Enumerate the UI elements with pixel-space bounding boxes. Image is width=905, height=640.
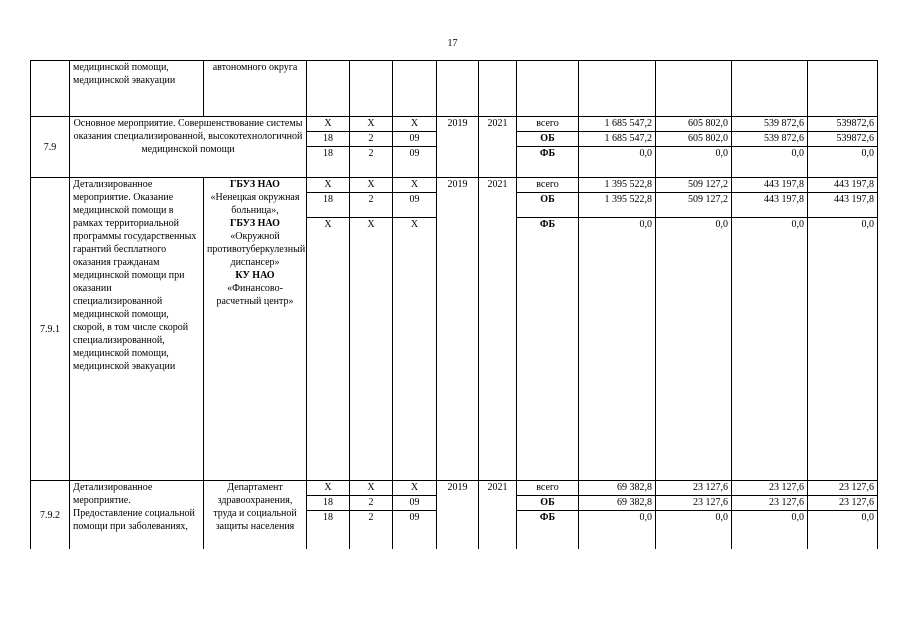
amount-2020: 539 872,6 xyxy=(732,117,808,132)
amount-total: 1 685 547,2 xyxy=(579,132,656,147)
amount-2021: 539872,6 xyxy=(808,132,878,147)
amount-total: 1 395 522,8 xyxy=(579,178,656,193)
row-number: 7.9 xyxy=(31,117,70,178)
source-cell: всего xyxy=(517,178,579,193)
code-cell: Х xyxy=(393,218,437,481)
code-cell: 09 xyxy=(393,511,437,550)
code-cell: 09 xyxy=(393,496,437,511)
code-cell: 18 xyxy=(307,132,350,147)
amount-total: 0,0 xyxy=(579,218,656,481)
code-cell: 2 xyxy=(350,511,393,550)
fragment-description: медицинской помощи, медицинской эвакуации xyxy=(70,61,204,117)
amount-2020: 0,0 xyxy=(732,218,808,481)
code-cell: Х xyxy=(350,218,393,481)
empty-cell xyxy=(517,61,579,117)
code-cell: Х xyxy=(393,481,437,496)
year-start: 2019 xyxy=(437,178,479,481)
amount-2021: 0,0 xyxy=(808,147,878,178)
amount-total: 69 382,8 xyxy=(579,481,656,496)
code-cell: Х xyxy=(307,218,350,481)
code-cell: 18 xyxy=(307,193,350,218)
code-cell: Х xyxy=(350,178,393,193)
amount-2021: 539872,6 xyxy=(808,117,878,132)
source-cell: ФБ xyxy=(517,218,579,481)
amount-2019: 0,0 xyxy=(656,511,732,550)
amount-total: 0,0 xyxy=(579,511,656,550)
amount-2019: 605 802,0 xyxy=(656,132,732,147)
amount-total: 1 685 547,2 xyxy=(579,117,656,132)
executor-line: ГБУЗ НАО xyxy=(230,218,280,229)
code-cell: Х xyxy=(350,481,393,496)
year-end: 2021 xyxy=(479,178,517,481)
amount-2021: 23 127,6 xyxy=(808,481,878,496)
table-row xyxy=(31,178,878,193)
source-cell: ОБ xyxy=(517,132,579,147)
source-cell: ОБ xyxy=(517,193,579,218)
source-cell: ФБ xyxy=(517,511,579,550)
empty-cell xyxy=(808,61,878,117)
code-cell: Х xyxy=(393,117,437,132)
year-start: 2019 xyxy=(437,117,479,178)
row-executor xyxy=(204,178,307,481)
executor-line: ГБУЗ НАО xyxy=(230,179,280,190)
row-number: 7.9.2 xyxy=(31,481,70,550)
code-cell: 09 xyxy=(393,193,437,218)
amount-2019: 23 127,6 xyxy=(656,481,732,496)
amount-2020: 23 127,6 xyxy=(732,496,808,511)
amount-2021: 23 127,6 xyxy=(808,496,878,511)
table-row xyxy=(31,481,878,496)
amount-total: 0,0 xyxy=(579,147,656,178)
source-cell: всего xyxy=(517,481,579,496)
code-cell: Х xyxy=(393,178,437,193)
empty-cell xyxy=(307,61,350,117)
row-description: Детализированное мероприятие. Оказание медицинской помощи в рамках территориальной программы государственных гарантий бесплатного оказания гражданам медицинской помощи при оказании специализированной медицинской помощи, скорой, в том числе скорой специализированной, медицинской помощи, медицинской эвакуации xyxy=(70,178,204,481)
empty-cell xyxy=(656,61,732,117)
code-cell: 2 xyxy=(350,193,393,218)
row-description: Детализированное мероприятие. Предоставление социальной помощи при заболеваниях, xyxy=(70,481,204,550)
amount-2021: 443 197,8 xyxy=(808,178,878,193)
amount-2020: 0,0 xyxy=(732,511,808,550)
code-cell: 2 xyxy=(350,496,393,511)
code-cell: Х xyxy=(307,117,350,132)
empty-cell xyxy=(350,61,393,117)
amount-2019: 509 127,2 xyxy=(656,178,732,193)
executor-line: КУ НАО xyxy=(235,270,275,281)
code-cell: 18 xyxy=(307,147,350,178)
code-cell: 2 xyxy=(350,132,393,147)
amount-2020: 539 872,6 xyxy=(732,132,808,147)
code-cell: 18 xyxy=(307,511,350,550)
empty-cell xyxy=(732,61,808,117)
year-end: 2021 xyxy=(479,117,517,178)
row-executor: Департамент здравоохранения, труда и социальной защиты населения xyxy=(204,481,307,550)
code-cell: 09 xyxy=(393,132,437,147)
code-cell: 2 xyxy=(350,147,393,178)
amount-2021: 443 197,8 xyxy=(808,193,878,218)
amount-2021: 0,0 xyxy=(808,511,878,550)
amount-2019: 23 127,6 xyxy=(656,496,732,511)
amount-2020: 0,0 xyxy=(732,147,808,178)
year-start: 2019 xyxy=(437,481,479,550)
empty-cell xyxy=(393,61,437,117)
table-row-fragment xyxy=(31,61,878,117)
year-end: 2021 xyxy=(479,481,517,550)
code-cell: Х xyxy=(307,481,350,496)
source-cell: всего xyxy=(517,117,579,132)
executor-line: «Окружной противотуберкулезный диспансер» xyxy=(207,231,306,268)
source-cell: ОБ xyxy=(517,496,579,511)
row-number: 7.9.1 xyxy=(31,178,70,481)
code-cell: Х xyxy=(307,178,350,193)
fragment-executor: автономного округа xyxy=(204,61,307,117)
empty-cell xyxy=(437,61,479,117)
source-cell: ФБ xyxy=(517,147,579,178)
empty-cell xyxy=(479,61,517,117)
amount-2021: 0,0 xyxy=(808,218,878,481)
fragment-num-cell xyxy=(31,61,70,117)
amount-total: 69 382,8 xyxy=(579,496,656,511)
table-row xyxy=(31,117,878,132)
amount-2019: 605 802,0 xyxy=(656,117,732,132)
amount-2019: 0,0 xyxy=(656,147,732,178)
page-number: 17 xyxy=(447,38,458,49)
amount-2019: 0,0 xyxy=(656,218,732,481)
code-cell: Х xyxy=(350,117,393,132)
code-cell: 09 xyxy=(393,147,437,178)
amount-2020: 443 197,8 xyxy=(732,178,808,193)
amount-total: 1 395 522,8 xyxy=(579,193,656,218)
executor-line: «Финансово-расчетный центр» xyxy=(216,283,294,307)
row-description: Основное мероприятие. Совершенствование системы оказания специализированной, высокотехнологичной медицинской помощи xyxy=(70,117,307,178)
empty-cell xyxy=(579,61,656,117)
amount-2019: 509 127,2 xyxy=(656,193,732,218)
program-table xyxy=(30,60,878,549)
executor-line: «Ненецкая окружная больница», xyxy=(210,192,300,216)
amount-2020: 443 197,8 xyxy=(732,193,808,218)
code-cell: 18 xyxy=(307,496,350,511)
amount-2020: 23 127,6 xyxy=(732,481,808,496)
